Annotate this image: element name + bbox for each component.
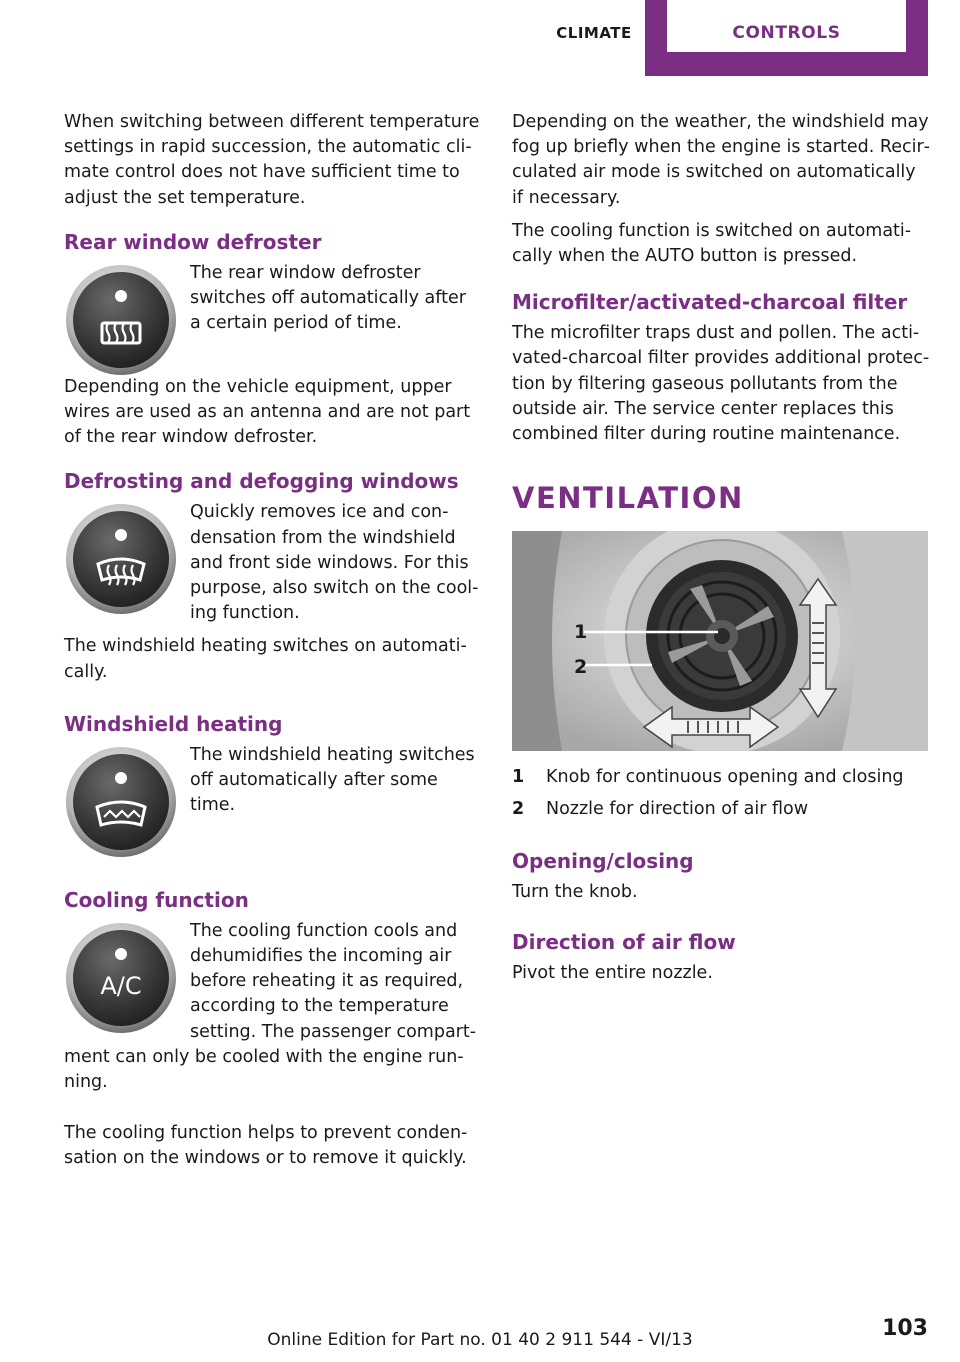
legend-item-2 (512, 797, 930, 822)
heading-ventilation: VENTILATION (512, 481, 744, 516)
rear-defroster-note: Depending on the vehicle equipment, upper wires are used as an antenna and are not part of the rear window defroster. (64, 376, 471, 448)
tab-controls[interactable] (645, 0, 928, 76)
windshield-heating-icon (64, 745, 178, 859)
cooling-note: The cooling function helps to prevent conden‐ sation on the windows or to remove it quickly. (64, 1123, 468, 1169)
defrosting-block (64, 500, 482, 626)
tab-controls-label: CONTROLS (667, 0, 906, 52)
windshield-heating-block (64, 743, 482, 865)
legend-num: 1 (512, 767, 525, 788)
heading-microfilter: Microfilter/activated-charcoal filter (512, 290, 908, 315)
rear-defroster-block (64, 261, 482, 375)
cooling-block (64, 919, 482, 1103)
cooling-text: The cooling function cools and dehumidifies the incoming air before reheating it as required, according to the temperature setting. The passenger compart‐ ment can only be cooled with the engine run‐ ning. (64, 920, 477, 1093)
left-column (64, 110, 482, 1180)
legend-num: 2 (512, 799, 525, 820)
intro-text: When switching between different temperature settings in rapid succession, the automatic cli‐ mate control does not have sufficient time to adjust the set temperature. (64, 112, 480, 208)
right-intro-1: Depending on the weather, the windshield may fog up briefly when the engine is started. Recir‐ culated air mode is switched on automatically if necessary. (512, 112, 930, 208)
opening-text: Turn the knob. (512, 882, 638, 903)
microfilter-text: The microfilter traps dust and pollen. The acti‐ vated-charcoal filter provides additional protec‐ tion by filtering gaseous pollutants from the outside air. The service center replaces this combined filter during routine maintenance. (512, 323, 930, 445)
heading-windshield-heating: Windshield heating (64, 711, 283, 736)
footer-edition: Online Edition for Part no. 01 40 2 911 544 - VI/13 (267, 1330, 693, 1350)
windshield-defrost-icon (64, 502, 178, 616)
tab-climate[interactable]: CLIMATE (556, 24, 632, 42)
right-intro-2: The cooling function is switched on automati‐ cally when the AUTO button is pressed. (512, 220, 912, 267)
callout-1: 1 (574, 621, 588, 644)
defrosting-note: The windshield heating switches on automati‐ cally. (64, 636, 467, 682)
rear-defrost-icon (64, 263, 178, 377)
page-number: 103 (882, 1316, 928, 1341)
right-column (512, 110, 930, 995)
heading-opening-closing: Opening/closing (512, 849, 694, 874)
defrosting-text: Quickly removes ice and con‐ densation from the windshield and front side windows. For this purpose, also switch on the cool‐ ing function. (190, 502, 479, 624)
legend-item-1 (512, 765, 930, 790)
legend-text: Knob for continuous opening and closing (546, 767, 904, 788)
windshield-heating-text: The windshield heating switches off automatically after some time. (190, 744, 475, 816)
heading-cooling-function: Cooling function (64, 887, 249, 912)
ac-icon (64, 921, 178, 1035)
legend-text: Nozzle for direction of air flow (546, 799, 809, 820)
callout-2: 2 (574, 656, 588, 679)
heading-defrosting: Defrosting and defogging windows (64, 469, 459, 494)
rear-defroster-text: The rear window defroster switches off automatically after a certain period of time. (190, 262, 466, 334)
heading-rear-window-defroster: Rear window defroster (64, 229, 322, 254)
heading-direction-air-flow: Direction of air flow (512, 930, 736, 955)
ac-button-label: A/C (100, 971, 142, 1000)
air-vent-photo (512, 531, 928, 751)
direction-text: Pivot the entire nozzle. (512, 963, 713, 984)
